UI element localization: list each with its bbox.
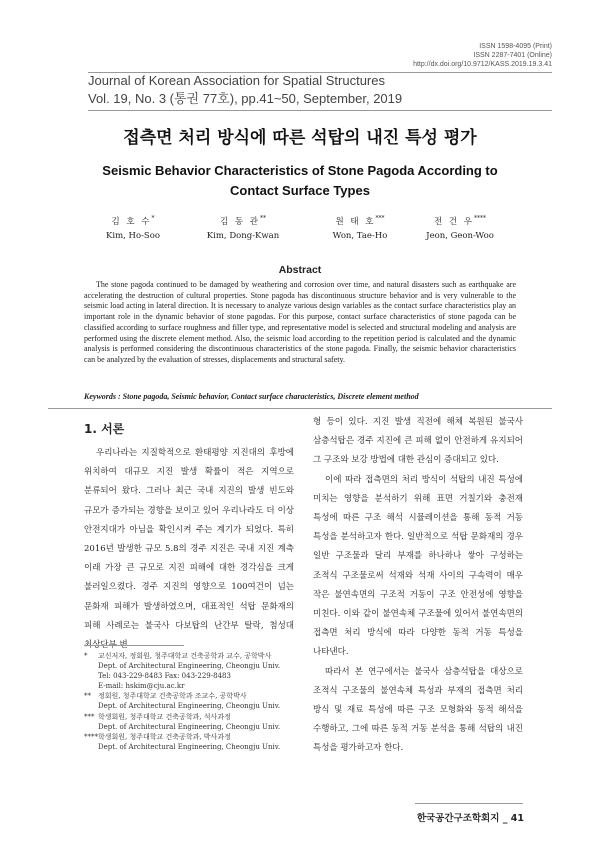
paper-title-english: [48, 161, 552, 201]
footnote-email[interactable]: E-mail: hskim@cju.ac.kr: [98, 682, 185, 691]
body-left-column: 우리나라는 지질학적으로 환태평양 지진대의 후방에 위치하여 대규모 지진 발생 확률이 적은 지역으로 분류되어 왔다. 그러나 최근 국내 지진의 발생 빈도와 규모가 증가되는 경향을 보이고 있어 우리나라도 더 이상 안전지대가 아님을 확인시켜 주는 계기가 되었다. 특히 2016년 발생한 규모 5.8의 경주 지진은 국내 지진 계측 이래 가장 큰 규모로 지진 피해에 대한 경각심을 크게 불러일으켰다. 경주 지진의 영향으로 100여건이 넘는 문화재 피해가 발생하였으며, 대표적인 석탑 문화재의 피해 사례로는 불국사 다보탑의 난간부 탈락, 첨성대 최상단부 변: [84, 448, 294, 651]
author-mark: *: [151, 215, 155, 222]
keywords-list: Stone pagoda, Seismic behavior, Contact surface characteristics, Discrete element method: [122, 392, 419, 401]
author-name-en: Jeon, Geon-Woo: [426, 230, 494, 241]
doi-link[interactable]: http://dx.doi.org/10.9712/KASS.2019.19.3.41: [413, 61, 552, 68]
body-right-column: [313, 413, 523, 759]
footnote: [84, 732, 299, 752]
issn-block: [413, 42, 552, 69]
abstract-text: The stone pagoda continued to be damaged by weathering and corrosion over time, and natural disasters such as earthquake are accelerating the destruction of cultural properties. Stone pagoda has discontinuous structure behavior and is very vulnerable to the seismic load acting in lateral direction. It is necessary to analyze various design variables as the contact surface characteristics play an important role in the dynamic behavior of stone pagodas. For this purpose, contact surface characteristics of stone pagoda can be classified according to surface roughness and filler type, and representative model is selected and structural modeling and analysis are performed using the discrete element method. Also, the seismic load according to the repetition period is calculated and the dynamic analysis is performed considering the discontinuous characteristics of the stone pagoda. Finally, the seismic behavior characteristics can be analyzed by the evaluation of stresses, displacements and structural safety.: [84, 280, 516, 364]
author-mark: ****: [474, 215, 487, 222]
footnote-line: Dept. of Architectural Engineering, Cheongju Univ.: [98, 742, 281, 751]
section-heading: 1. 서론: [84, 422, 125, 436]
abstract-heading: Abstract: [278, 264, 322, 276]
author-4: [395, 212, 525, 243]
author-name-ko: 원 태 호: [335, 216, 376, 227]
author-name-ko: 김 호 수: [111, 216, 152, 227]
footnote-line: Tel: 043-229-8483 Fax: 043-229-8483: [98, 672, 231, 681]
author-mark: **: [260, 215, 267, 222]
footnote-mark: *: [84, 652, 88, 660]
footer-rule: [415, 803, 523, 804]
author-name-en: Kim, Ho-Soo: [106, 230, 160, 241]
issn-print: ISSN 1598-4095 (Print): [479, 43, 552, 50]
footnote: [84, 651, 299, 691]
author-name-en: Won, Tae-Ho: [332, 230, 388, 241]
journal-name: Journal of Korean Association for Spatial Structures: [88, 73, 385, 88]
footnote-line: 학생회원, 청주대학교 건축공학과, 석사과정: [98, 712, 231, 721]
author-2: [178, 212, 308, 243]
author-mark: ***: [375, 215, 385, 222]
journal-volume: Vol. 19, No. 3 (통권 77호), pp.41~50, September, 2019: [88, 91, 403, 106]
paragraph: 따라서 본 연구에서는 불국사 삼층석탑을 대상으로 조적식 구조물의 불연속체 특성과 부재의 접측면 처리 방식 및 재료 특성에 따른 구조 모형화와 동적 해석을 수행하고, 그에 따른 동적 거동 분석을 통해 석탑의 내진 특성을 평가하고자 한다.: [313, 666, 523, 754]
footnote-line: Dept. of Architectural Engineering, Cheongju Univ.: [98, 702, 281, 711]
footnote-line: Dept. of Architectural Engineering, Cheongju Univ.: [98, 722, 281, 731]
footnote-line: 정회원, 청주대학교 건축공학과 조교수, 공학박사: [98, 692, 247, 701]
footnote-mark: ****: [84, 732, 98, 741]
keywords: [84, 392, 516, 401]
footnote: [84, 691, 299, 711]
footnote: [84, 712, 299, 732]
journal-info: [88, 72, 402, 108]
header-rule-bottom: [88, 110, 552, 111]
author-name-ko: 전 건 우: [433, 216, 475, 227]
paragraph: 이에 따라 접측면의 처리 방식이 석탑의 내진 특성에 미치는 영향을 분석하기 위해 표면 거칠기와 충전재 특성에 따른 구조 해석 시뮬레이션을 통해 동적 거동 특성을 분석하고자 한다. 일반적으로 석탑 문화재의 경우 일반 구조물과 달리 부재를 하나하나 쌓아 구성하는 조적식 구조물로써 석재와 석재 사이의 구속력이 매우 작은 불연속면의 구조적 거동이 구조 안전성에 영향을 미친다. 이와 같이 불연속체 구조물에 있어서 불연속면의 접측면 처리 방식에 따라 다양한 동적 거동 특성을 나타낸다.: [313, 474, 523, 658]
footnote-mark: ***: [84, 712, 95, 721]
paragraph: 형 등이 있다. 지진 발생 직전에 해체 복원된 불국사 삼층석탑은 경주 지진에 큰 피해 없이 안전하게 유지되어 그 구조와 보강 방법에 대한 관심이 증대되고 있다.: [313, 417, 523, 466]
title-en-line-1: Seismic Behavior Characteristics of Stone Pagoda According to: [102, 163, 498, 178]
page-footer: 한국공간구조학회지 _ 41: [416, 813, 524, 824]
footnote-line: 학생회원, 청주대학교 건축공학과, 박사과정: [98, 732, 231, 741]
footnotes: [84, 651, 299, 752]
paper-title-korean: 접측면 처리 방식에 따른 석탑의 내진 특성 평가: [123, 128, 477, 148]
title-en-line-2: Contact Surface Types: [230, 183, 370, 198]
footnote-mark: **: [84, 692, 91, 701]
issn-online: ISSN 2287-7401 (Online): [473, 52, 552, 59]
footnote-line: 교신저자, 정회원, 청주대학교 건축공학과 교수, 공학박사: [98, 652, 272, 660]
author-name-ko: 김 동 관: [219, 216, 261, 227]
author-name-en: Kim, Dong-Kwan: [206, 230, 280, 241]
abstract-rule: [48, 408, 552, 409]
footnote-rule: [84, 645, 184, 646]
keywords-label: Keywords :: [84, 392, 121, 401]
footnote-line: Dept. of Architectural Engineering, Cheongju Univ.: [98, 662, 281, 671]
